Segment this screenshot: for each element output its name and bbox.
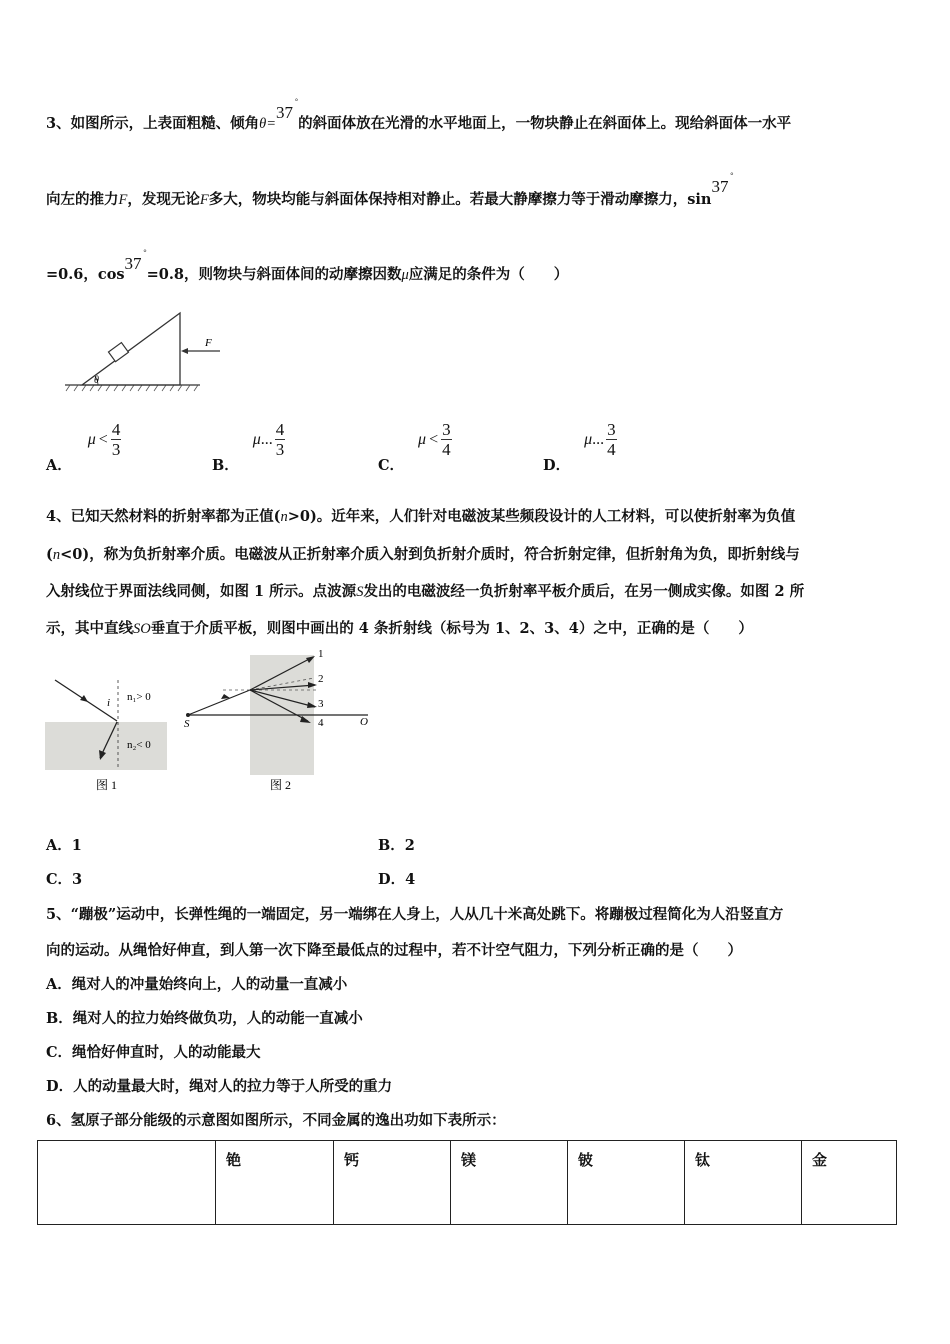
figure-1-caption: 图 1 xyxy=(96,778,118,792)
q3-line-3 xyxy=(46,248,569,284)
force-symbol: F xyxy=(199,192,209,208)
ground-hatching xyxy=(66,385,198,391)
figure-2-caption: 图 2 xyxy=(270,778,292,792)
denominator: 4 xyxy=(607,440,616,459)
figure-1 xyxy=(40,668,175,798)
block xyxy=(108,343,128,362)
s-symbol: S xyxy=(356,584,364,600)
q4-text: >0)。近年来，人们针对电磁波某些频段设计的人工材料，可以使折射率为负值 xyxy=(287,508,796,525)
q3-text: =0.6，cos xyxy=(46,266,125,283)
fraction xyxy=(606,420,617,459)
table-cell-magnesium: 镁 xyxy=(451,1141,568,1225)
q5-line-1: 5、“蹦极”运动中，长弹性绳的一端固定，另一端绑在人身上，人从几十米高处跳下。将蹦极过程简化为人沿竖直方 xyxy=(46,906,784,923)
mu-symbol: μ xyxy=(252,430,261,448)
q3-option-a[interactable] xyxy=(46,420,121,474)
table-cell-beryllium: 铍 xyxy=(568,1141,685,1225)
angle-value: 37 xyxy=(711,177,729,196)
q3-option-d[interactable] xyxy=(543,420,617,474)
mu-symbol: μ xyxy=(418,430,427,448)
ray-2-label: 2 xyxy=(318,673,324,685)
relation: ... xyxy=(592,430,605,448)
table-cell-titanium: 钛 xyxy=(685,1141,802,1225)
n2-label: n₂< 0 xyxy=(127,739,151,751)
ray-1-label: 1 xyxy=(318,648,324,660)
relation: < xyxy=(429,430,439,448)
q3-text: 应满足的条件为（ ） xyxy=(408,266,569,283)
q4-option-d[interactable]: D．4 xyxy=(378,871,416,888)
option-letter: A． xyxy=(46,456,72,474)
force-label: F xyxy=(205,337,212,349)
q4-text: ( xyxy=(46,546,53,563)
numerator: 4 xyxy=(275,420,285,439)
theta-symbol: θ= xyxy=(259,116,277,132)
numerator: 3 xyxy=(442,420,451,439)
so-symbol: SO xyxy=(133,621,151,637)
denominator: 3 xyxy=(275,440,285,459)
q3-line-1 xyxy=(46,97,792,133)
q5-line-2: 向的运动。从绳恰好伸直，到人第一次下降至最低点的过程中，若不计空气阻力，下列分析正确的是（ ） xyxy=(46,942,742,959)
q4-option-c[interactable]: C．3 xyxy=(46,871,83,888)
q3-option-b[interactable] xyxy=(212,420,285,474)
q5-option-c[interactable]: C．绳恰好伸直时，人的动能最大 xyxy=(46,1044,261,1061)
degree-mark: ° xyxy=(143,248,147,257)
fraction xyxy=(275,420,286,459)
q4-line-3 xyxy=(46,580,804,601)
ray-3-label: 3 xyxy=(318,698,324,710)
force-arrowhead xyxy=(181,348,188,354)
angle-37 xyxy=(276,97,299,122)
q3-text: 的斜面体放在光滑的水平地面上，一物块静止在斜面体上。现给斜面体一水平 xyxy=(298,115,792,132)
q3-text: =0.8，则物块与斜面体间的动摩擦因数 xyxy=(146,266,402,283)
table-cell-cesium: 铯 xyxy=(216,1141,334,1225)
q4-line-2 xyxy=(46,543,800,564)
mu-symbol: μ xyxy=(584,430,593,448)
degree-mark: ° xyxy=(294,97,299,106)
mu-symbol: μ xyxy=(401,267,409,283)
q4-text: 入射线位于界面法线同侧，如图 1 所示。点波源 xyxy=(46,583,357,600)
incline-figure xyxy=(60,305,230,400)
q3-text: 3、如图所示，上表面粗糙、倾角 xyxy=(46,115,260,132)
q3-text: 向左的推力 xyxy=(46,191,119,208)
ray-4-label: 4 xyxy=(318,717,324,729)
fraction xyxy=(111,420,122,459)
table-cell-gold: 金 xyxy=(802,1141,897,1225)
incident-arrowhead xyxy=(80,695,88,702)
mu-symbol: μ xyxy=(87,430,96,448)
table-cell-calcium: 钙 xyxy=(334,1141,451,1225)
point-o-label: O xyxy=(360,716,368,728)
q5-option-d[interactable]: D．人的动量最大时，绳对人的拉力等于人所受的重力 xyxy=(46,1078,393,1095)
q4-text: 4、已知天然材料的折射率都为正值( xyxy=(46,508,281,525)
angle-value: 37 xyxy=(124,254,142,273)
angle-value: 37 xyxy=(276,103,294,122)
relation: < xyxy=(98,430,108,448)
numerator: 3 xyxy=(607,420,616,439)
angle-i-label: i xyxy=(107,697,111,709)
q4-line-4 xyxy=(46,617,753,638)
numerator: 4 xyxy=(111,420,121,439)
work-function-table xyxy=(37,1140,897,1225)
denominator: 3 xyxy=(111,440,121,459)
option-letter: C． xyxy=(378,456,405,474)
q4-text: <0)，称为负折射率介质。电磁波从正折射率介质入射到负折射介质时，符合折射定律，但折射角为负，即折射线与 xyxy=(60,546,800,563)
q4-option-b[interactable]: B．2 xyxy=(378,837,415,854)
n-symbol: n xyxy=(52,547,61,563)
incident-ray xyxy=(188,690,250,715)
angle-37 xyxy=(711,171,734,196)
q4-option-a[interactable]: A．1 xyxy=(46,837,82,854)
q4-text: 示，其中直线 xyxy=(46,620,133,637)
q3-text: 多大，物块均能与斜面体保持相对静止。若最大静摩擦力等于滑动摩擦力，sin xyxy=(208,191,712,208)
figure-2 xyxy=(178,645,378,800)
degree-mark: ° xyxy=(730,171,734,180)
q4-line-1 xyxy=(46,505,795,526)
angle-37 xyxy=(124,248,147,273)
table-row xyxy=(38,1141,897,1225)
q3-text: ，发现无论 xyxy=(127,191,200,208)
force-symbol: F xyxy=(118,192,128,208)
denominator: 4 xyxy=(442,440,451,459)
q4-text: 发出的电磁波经一负折射率平板介质后，在另一侧成实像。如图 2 所 xyxy=(363,583,805,600)
q4-text: 垂直于介质平板，则图中画出的 4 条折射线（标号为 1、2、3、4）之中，正确的是（ ） xyxy=(150,620,753,637)
q5-option-a[interactable]: A．绳对人的冲量始终向上，人的动量一直减小 xyxy=(46,976,348,993)
n-symbol: n xyxy=(280,509,288,525)
option-letter: B． xyxy=(212,456,239,474)
relation: ... xyxy=(260,430,273,448)
n1-label: n₁> 0 xyxy=(127,691,151,703)
fraction xyxy=(441,420,452,459)
q3-option-c[interactable] xyxy=(378,420,452,474)
option-letter: D． xyxy=(543,456,571,474)
source-label: S xyxy=(184,718,190,730)
q3-line-2 xyxy=(46,171,734,209)
angle-label: θ xyxy=(94,375,99,386)
q6-line-1: 6、氢原子部分能级的示意图如图所示，不同金属的逸出功如下表所示： xyxy=(46,1112,506,1129)
q5-option-b[interactable]: B．绳对人的拉力始终做负功，人的动能一直减小 xyxy=(46,1010,363,1027)
table-cell-empty xyxy=(38,1141,216,1225)
